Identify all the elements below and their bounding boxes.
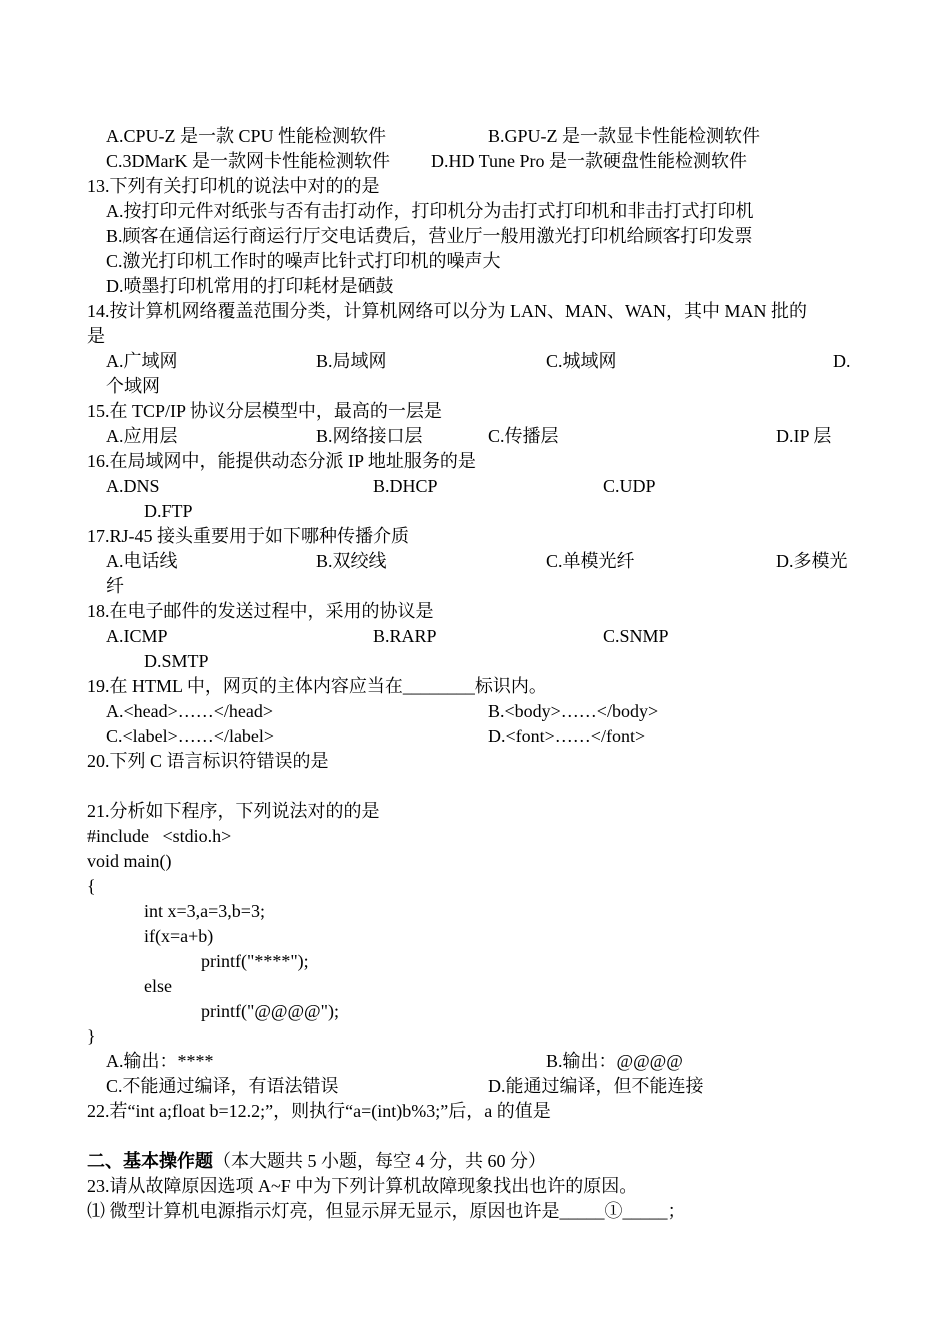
q16-stem: 16.在局域网中，能提供动态分派 IP 地址服务的是 — [87, 451, 476, 471]
code-line: if(x=a+b) — [144, 926, 214, 946]
q21-option-c: C.不能通过编译，有语法错误 — [106, 1076, 339, 1096]
code-line: { — [87, 876, 96, 896]
q13-option-a: A.按打印元件对纸张与否有击打动作，打印机分为击打式打印机和非击打式打印机 — [106, 201, 754, 221]
q18-option-a: A.ICMP — [106, 626, 168, 646]
q16-option-d: D.FTP — [144, 501, 193, 521]
section-title: 二、基本操作题 — [87, 1151, 213, 1171]
q13-option-c: C.激光打印机工作时的噪声比针式打印机的噪声大 — [106, 251, 501, 271]
q19-option-c: C.<label>……</label> — [106, 726, 275, 746]
q16-option-b: B.DHCP — [373, 476, 438, 496]
q17-option-c: C.单模光纤 — [546, 551, 635, 571]
q14-stem: 14.按计算机网络覆盖范围分类，计算机网络可以分为 LAN、MAN、WAN，其中 MAN 批的 — [87, 301, 807, 321]
section-heading — [87, 1150, 546, 1172]
q17-option-d: D.多模光 — [776, 551, 848, 571]
q14-option-c: C.城域网 — [546, 351, 617, 371]
code-line: int x=3,a=3,b=3; — [144, 901, 265, 921]
q19-option-b: B.<body>……</body> — [488, 701, 659, 721]
q17-stem: 17.RJ-45 接头重要用于如下哪种传播介质 — [87, 526, 410, 546]
q17-option-b: B.双绞线 — [316, 551, 387, 571]
section-note: （本大题共 5 小题，每空 4 分，共 60 分） — [213, 1151, 546, 1171]
q15-stem: 15.在 TCP/IP 协议分层模型中，最高的一层是 — [87, 401, 442, 421]
q12-option-c: C.3DMarK 是一款网卡性能检测软件 — [106, 151, 390, 171]
q12-option-d: D.HD Tune Pro 是一款硬盘性能检测软件 — [431, 151, 748, 171]
q14-option-d: D. — [833, 351, 851, 371]
q17-option-a: A.电话线 — [106, 551, 178, 571]
code-line: printf("****"); — [201, 951, 309, 971]
q12-option-a: A.CPU-Z 是一款 CPU 性能检测软件 — [106, 126, 387, 146]
q14-option-d-cont: 个域网 — [106, 376, 160, 396]
code-line: else — [144, 976, 172, 996]
q14-option-a: A.广域网 — [106, 351, 178, 371]
q22-stem: 22.若“int a;float b=12.2;”，则执行“a=(int)b%3;”后，a 的值是 — [87, 1101, 551, 1121]
q14-option-b: B.局域网 — [316, 351, 387, 371]
q16-option-c: C.UDP — [603, 476, 656, 496]
q15-option-c: C.传播层 — [488, 426, 559, 446]
q18-stem: 18.在电子邮件的发送过程中，采用的协议是 — [87, 601, 434, 621]
q18-option-c: C.SNMP — [603, 626, 669, 646]
code-line: } — [87, 1026, 96, 1046]
code-line: void main() — [87, 851, 172, 871]
q15-option-a: A.应用层 — [106, 426, 178, 446]
q21-option-d: D.能通过编译，但不能连接 — [488, 1076, 704, 1096]
q14-stem-cont: 是 — [87, 326, 105, 346]
q21-option-b: B.输出：@@@@ — [546, 1051, 683, 1071]
q21-option-a: A.输出：**** — [106, 1051, 214, 1071]
code-line: #include <stdio.h> — [87, 826, 232, 846]
q13-option-b: B.顾客在通信运行商运行厅交电话费后，营业厅一般用激光打印机给顾客打印发票 — [106, 226, 753, 246]
q13-stem: 13.下列有关打印机的说法中对的的是 — [87, 176, 380, 196]
q21-stem: 21.分析如下程序，下列说法对的的是 — [87, 801, 380, 821]
q15-option-b: B.网络接口层 — [316, 426, 423, 446]
q20-stem: 20.下列 C 语言标识符错误的是 — [87, 751, 329, 771]
q18-option-b: B.RARP — [373, 626, 437, 646]
q16-option-a: A.DNS — [106, 476, 160, 496]
q23-item-1: ⑴ 微型计算机电源指示灯亮，但显示屏无显示，原因也许是_____①_____； — [87, 1201, 686, 1221]
q12-option-b: B.GPU-Z 是一款显卡性能检测软件 — [488, 126, 761, 146]
q18-option-d: D.SMTP — [144, 651, 209, 671]
q17-option-d-cont: 纤 — [106, 576, 124, 596]
q19-option-a: A.<head>……</head> — [106, 701, 274, 721]
q13-option-d: D.喷墨打印机常用的打印耗材是硒鼓 — [106, 276, 394, 296]
q19-option-d: D.<font>……</font> — [488, 726, 646, 746]
code-line: printf("@@@@"); — [201, 1001, 339, 1021]
q19-stem: 19.在 HTML 中，网页的主体内容应当在________标识内。 — [87, 676, 547, 696]
q15-option-d: D.IP 层 — [776, 426, 832, 446]
q23-stem: 23.请从故障原因选项 A~F 中为下列计算机故障现象找出也许的原因。 — [87, 1176, 638, 1196]
